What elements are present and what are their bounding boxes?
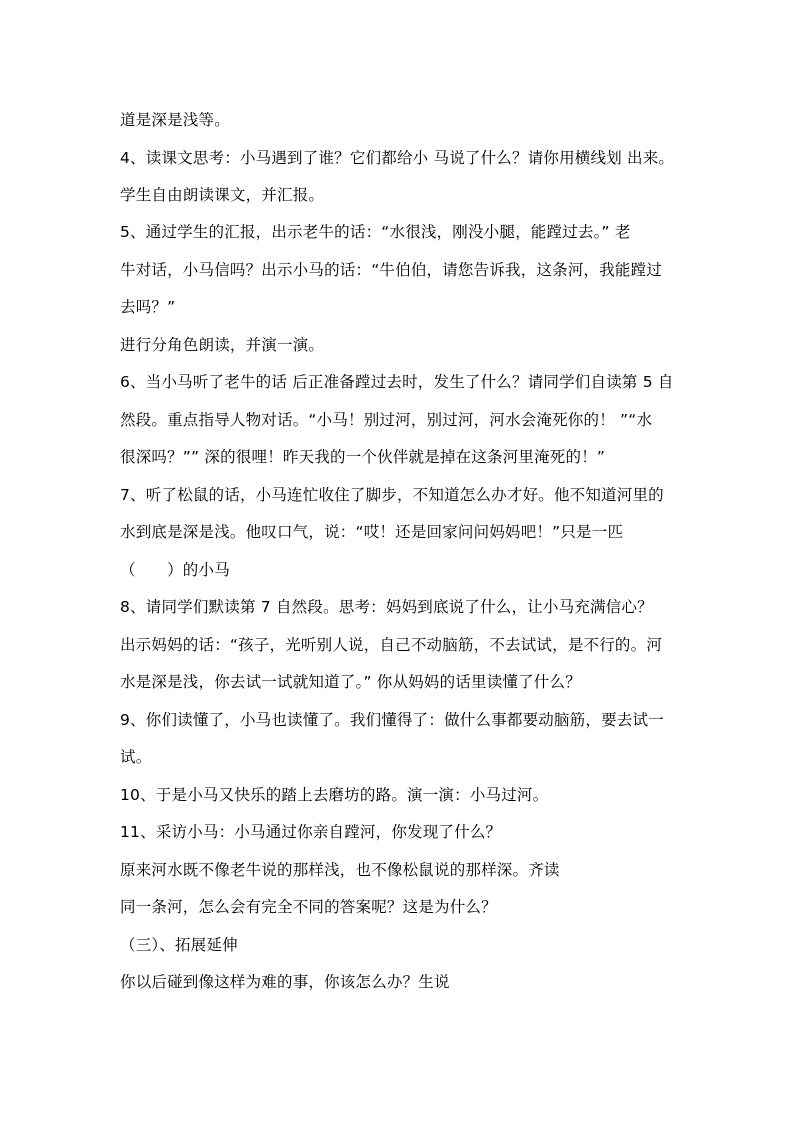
text-line: 10、于是小马又快乐的踏上去磨坊的路。演一演：小马过河。: [120, 786, 549, 804]
text-line: 你以后碰到像这样为难的事，你该怎么办？生说: [120, 973, 450, 991]
text-line: 学生自由朗读课文，并汇报。: [120, 186, 325, 204]
text-line: 9、你们读懂了，小马也读懂了。我们懂得了：做什么事都要动脑筋，要去试一: [120, 711, 664, 729]
text-line: 很深吗？”” 深的很哩！昨天我的一个伙伴就是掉在这条河里淹死的！”: [120, 448, 606, 466]
text-line: 5、通过学生的汇报，出示老牛的话：“水很浅，刚没小腿，能蹚过去。” 老: [120, 223, 631, 241]
text-line: 7、听了松鼠的话，小马连忙收住了脚步，不知道怎么办才好。他不知道河里的: [120, 486, 664, 504]
section-heading: （三）、拓展延伸: [120, 936, 238, 954]
text-line: 同一条河，怎么会有完全不同的答案呢？这是为什么？: [120, 898, 497, 916]
text-line: 道是深是浅等。: [120, 111, 230, 129]
text-line: 试。: [120, 748, 152, 766]
text-line: 去吗？”: [120, 298, 176, 316]
text-line: 8、请同学们默读第 7 自然段。思考：妈妈到底说了什么，让小马充满信心？: [120, 598, 653, 616]
text-line: 原来河水既不像老牛说的那样浅，也不像松鼠说的那样深。齐读: [120, 861, 560, 879]
text-line: 进行分角色朗读，并演一演。: [120, 336, 325, 354]
text-line: 出示妈妈的话：“孩子，光听别人说，自己不动脑筋，不去试试，是不行的。河: [120, 636, 663, 654]
text-line: 牛对话，小马信吗？出示小马的话：“牛伯伯，请您告诉我，这条河，我能蹚过: [120, 261, 663, 279]
text-line: 4、读课文思考：小马遇到了谁？它们都给小 马说了什么？请你用横线划 出来。: [120, 149, 675, 167]
text-line: 然段。重点指导人物对话。“小马！别过河，别过河，河水会淹死你的！ ”“水: [120, 411, 653, 429]
text-line: 11、采访小马：小马通过你亲自蹚河，你发现了什么？: [120, 823, 502, 841]
text-line: 水到底是深是浅。他叹口气，说：“哎！还是回家问问妈妈吧！”只是一匹: [120, 523, 624, 541]
text-line: 6、当小马听了老牛的话 后正准备蹚过去时，发生了什么？请同学们自读第 5 自: [120, 373, 674, 391]
text-line: （ ）的小马: [120, 561, 230, 579]
text-line: 水是深是浅，你去试一试就知道了。” 你从妈妈的话里读懂了什么？: [120, 673, 581, 691]
